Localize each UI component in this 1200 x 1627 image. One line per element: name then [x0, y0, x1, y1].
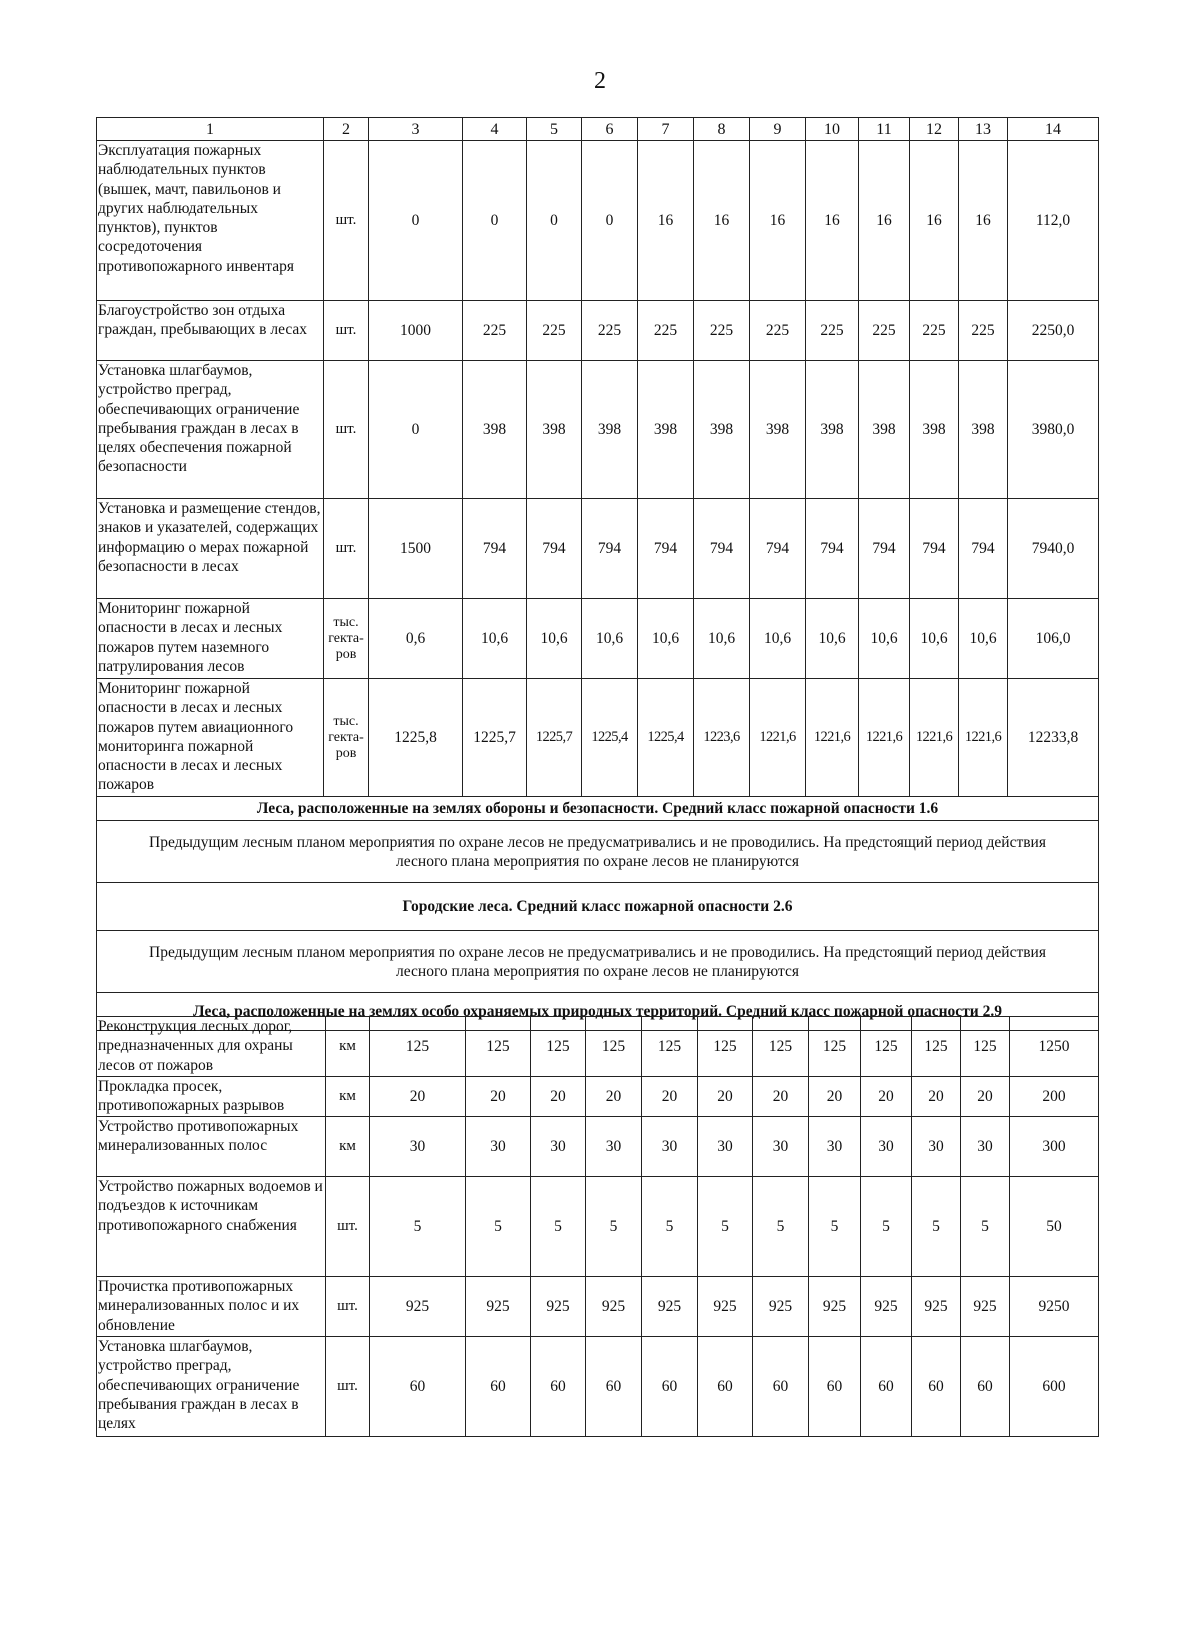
value-cell: 925: [698, 1277, 753, 1337]
value-cell: 225: [750, 301, 806, 361]
total-cell: 50: [1010, 1177, 1099, 1277]
table-row: [97, 599, 1099, 679]
value-cell: 60: [586, 1337, 642, 1437]
header-cell: 7: [638, 118, 694, 141]
value-cell: 0: [369, 141, 463, 301]
value-cell: 20: [809, 1077, 861, 1117]
activity-name: Благоустройство зон отдыха граждан, пребывающих в лесах: [97, 301, 324, 361]
unit-cell: шт.: [324, 141, 369, 301]
section-title-defense: Леса, расположенные на землях обороны и безопасности. Средний класс пожарной опасности 1.6: [97, 797, 1099, 821]
value-cell: 125: [809, 1017, 861, 1077]
value-cell: 5: [912, 1177, 961, 1277]
value-cell: 5: [809, 1177, 861, 1277]
value-cell: 30: [961, 1117, 1010, 1177]
value-cell: 5: [753, 1177, 809, 1277]
value-cell: 125: [531, 1017, 586, 1077]
value-cell: 794: [582, 499, 638, 599]
value-cell: 0: [582, 141, 638, 301]
value-cell: 125: [370, 1017, 466, 1077]
value-cell: 30: [809, 1117, 861, 1177]
total-cell: 12233,8: [1008, 679, 1099, 797]
header-cell: 12: [910, 118, 959, 141]
activity-name: Мониторинг пожарной опасности в лесах и лесных пожаров путем авиационного мониторинга пожарной опасности в лесах и лесных пожаров: [97, 679, 324, 797]
value-cell: 794: [959, 499, 1008, 599]
value-cell: 16: [806, 141, 859, 301]
value-cell: 125: [466, 1017, 531, 1077]
activity-name: Установка и размещение стендов, знаков и указателей, содержащих информацию о мерах пожарной безопасности в лесах: [97, 499, 324, 599]
header-cell: 5: [527, 118, 582, 141]
value-cell: 60: [642, 1337, 698, 1437]
value-cell: 398: [910, 361, 959, 499]
value-cell: 30: [698, 1117, 753, 1177]
value-cell: 1225,8: [369, 679, 463, 797]
value-cell: 925: [809, 1277, 861, 1337]
unit-cell: тыс. гекта-ров: [324, 679, 369, 797]
total-cell: 112,0: [1008, 141, 1099, 301]
value-cell: 794: [527, 499, 582, 599]
activity-name: Установка шлагбаумов, устройство преград, обеспечивающих ограничение пребывания граждан в лесах в целях: [97, 1337, 326, 1437]
header-cell: 9: [750, 118, 806, 141]
value-cell: 16: [638, 141, 694, 301]
value-cell: 794: [750, 499, 806, 599]
unit-cell: км: [326, 1017, 370, 1077]
note-row: [97, 821, 1099, 883]
value-cell: 225: [527, 301, 582, 361]
value-cell: 30: [912, 1117, 961, 1177]
value-cell: 16: [750, 141, 806, 301]
header-cell: 10: [806, 118, 859, 141]
value-cell: 0: [369, 361, 463, 499]
value-cell: 925: [531, 1277, 586, 1337]
value-cell: 10,6: [694, 599, 750, 679]
value-cell: 925: [466, 1277, 531, 1337]
total-cell: 2250,0: [1008, 301, 1099, 361]
value-cell: 398: [694, 361, 750, 499]
value-cell: 60: [370, 1337, 466, 1437]
value-cell: 10,6: [750, 599, 806, 679]
value-cell: 1000: [369, 301, 463, 361]
value-cell: 5: [531, 1177, 586, 1277]
total-cell: 9250: [1010, 1277, 1099, 1337]
value-cell: 225: [463, 301, 527, 361]
forest-protection-table-upper: [96, 117, 1099, 1031]
activity-name: Установка шлагбаумов, устройство преград, обеспечивающих ограничение пребывания граждан в лесах в целях обеспечения пожарной безопасности: [97, 361, 324, 499]
table-row: [97, 301, 1099, 361]
value-cell: 1221,6: [910, 679, 959, 797]
unit-cell: шт.: [324, 301, 369, 361]
total-cell: 200: [1010, 1077, 1099, 1117]
header-cell: 1: [97, 118, 324, 141]
value-cell: 925: [912, 1277, 961, 1337]
value-cell: 398: [638, 361, 694, 499]
value-cell: 16: [859, 141, 910, 301]
section-row: [97, 797, 1099, 821]
value-cell: 225: [582, 301, 638, 361]
value-cell: 10,6: [910, 599, 959, 679]
column-number-row: [97, 118, 1099, 141]
header-cell: 6: [582, 118, 638, 141]
value-cell: 0: [527, 141, 582, 301]
value-cell: 398: [527, 361, 582, 499]
table-row: [97, 1177, 1099, 1277]
total-cell: 3980,0: [1008, 361, 1099, 499]
value-cell: 794: [910, 499, 959, 599]
table-row: [97, 1077, 1099, 1117]
unit-cell: шт.: [326, 1177, 370, 1277]
value-cell: 398: [750, 361, 806, 499]
value-cell: 5: [370, 1177, 466, 1277]
value-cell: 794: [806, 499, 859, 599]
value-cell: 925: [861, 1277, 912, 1337]
value-cell: 60: [466, 1337, 531, 1437]
activity-name: Реконструкция лесных дорог, предназначенных для охраны лесов от пожаров: [97, 1017, 326, 1077]
header-cell: 2: [324, 118, 369, 141]
table-row: [97, 1277, 1099, 1337]
header-cell: 14: [1008, 118, 1099, 141]
activity-name: Эксплуатация пожарных наблюдательных пунктов (вышек, мачт, павильонов и других наблюдательных пунктов), пунктов сосредоточения противопожарного инвентаря: [97, 141, 324, 301]
table-row: [97, 141, 1099, 301]
value-cell: 30: [531, 1117, 586, 1177]
value-cell: 20: [961, 1077, 1010, 1117]
unit-cell: км: [326, 1077, 370, 1117]
value-cell: 60: [961, 1337, 1010, 1437]
value-cell: 1221,6: [859, 679, 910, 797]
value-cell: 1500: [369, 499, 463, 599]
value-cell: 20: [861, 1077, 912, 1117]
activity-name: Мониторинг пожарной опасности в лесах и лесных пожаров путем наземного патрулирования лесов: [97, 599, 324, 679]
value-cell: 10,6: [527, 599, 582, 679]
activity-name: Прочистка противопожарных минерализованных полос и их обновление: [97, 1277, 326, 1337]
value-cell: 398: [582, 361, 638, 499]
value-cell: 225: [638, 301, 694, 361]
value-cell: 1225,4: [582, 679, 638, 797]
forest-protection-table-lower: [96, 1016, 1099, 1437]
value-cell: 0,6: [369, 599, 463, 679]
total-cell: 7940,0: [1008, 499, 1099, 599]
activity-name: Устройство противопожарных минерализованных полос: [97, 1117, 326, 1177]
value-cell: 60: [861, 1337, 912, 1437]
value-cell: 10,6: [806, 599, 859, 679]
unit-cell: шт.: [326, 1337, 370, 1437]
note-urban: Предыдущим лесным планом мероприятия по охране лесов не предусматривались и не проводились. На предстоящий период действия лесного плана мероприятия по охране лесов не планируются: [97, 931, 1099, 993]
unit-cell: тыс. гекта-ров: [324, 599, 369, 679]
value-cell: 125: [586, 1017, 642, 1077]
value-cell: 125: [698, 1017, 753, 1077]
table-row: [97, 1117, 1099, 1177]
value-cell: 10,6: [859, 599, 910, 679]
value-cell: 225: [910, 301, 959, 361]
value-cell: 10,6: [638, 599, 694, 679]
value-cell: 60: [698, 1337, 753, 1437]
value-cell: 60: [753, 1337, 809, 1437]
value-cell: 225: [694, 301, 750, 361]
value-cell: 925: [753, 1277, 809, 1337]
value-cell: 10,6: [959, 599, 1008, 679]
section-row: [97, 883, 1099, 931]
value-cell: 1223,6: [694, 679, 750, 797]
value-cell: 5: [861, 1177, 912, 1277]
value-cell: 10,6: [463, 599, 527, 679]
value-cell: 5: [698, 1177, 753, 1277]
value-cell: 30: [586, 1117, 642, 1177]
value-cell: 398: [859, 361, 910, 499]
table-row: [97, 1017, 1099, 1077]
value-cell: 20: [698, 1077, 753, 1117]
value-cell: 794: [638, 499, 694, 599]
value-cell: 398: [806, 361, 859, 499]
note-row: [97, 931, 1099, 993]
value-cell: 60: [912, 1337, 961, 1437]
value-cell: 5: [961, 1177, 1010, 1277]
value-cell: 1221,6: [750, 679, 806, 797]
value-cell: 125: [861, 1017, 912, 1077]
value-cell: 125: [961, 1017, 1010, 1077]
value-cell: 925: [961, 1277, 1010, 1337]
value-cell: 30: [861, 1117, 912, 1177]
value-cell: 20: [531, 1077, 586, 1117]
value-cell: 925: [642, 1277, 698, 1337]
header-cell: 11: [859, 118, 910, 141]
value-cell: 5: [466, 1177, 531, 1277]
total-cell: 300: [1010, 1117, 1099, 1177]
value-cell: 20: [466, 1077, 531, 1117]
unit-cell: шт.: [324, 361, 369, 499]
page-number: 2: [594, 68, 606, 94]
value-cell: 16: [959, 141, 1008, 301]
unit-cell: шт.: [326, 1277, 370, 1337]
value-cell: 225: [959, 301, 1008, 361]
header-cell: 13: [959, 118, 1008, 141]
value-cell: 1221,6: [959, 679, 1008, 797]
value-cell: 125: [642, 1017, 698, 1077]
value-cell: 794: [859, 499, 910, 599]
value-cell: 16: [910, 141, 959, 301]
value-cell: 20: [586, 1077, 642, 1117]
value-cell: 925: [586, 1277, 642, 1337]
value-cell: 398: [959, 361, 1008, 499]
activity-name: Прокладка просек, противопожарных разрывов: [97, 1077, 326, 1117]
table-row: [97, 361, 1099, 499]
value-cell: 60: [809, 1337, 861, 1437]
value-cell: 925: [370, 1277, 466, 1337]
value-cell: 60: [531, 1337, 586, 1437]
value-cell: 125: [753, 1017, 809, 1077]
value-cell: 5: [586, 1177, 642, 1277]
total-cell: 600: [1010, 1337, 1099, 1437]
value-cell: 0: [463, 141, 527, 301]
value-cell: 10,6: [582, 599, 638, 679]
header-cell: 8: [694, 118, 750, 141]
value-cell: 398: [463, 361, 527, 499]
section-title-protected: Леса, расположенные на землях особо охраняемых природных территорий. Средний класс пожарной опасности 2.9: [97, 993, 1099, 1031]
value-cell: 1221,6: [806, 679, 859, 797]
total-cell: 1250: [1010, 1017, 1099, 1077]
value-cell: 125: [912, 1017, 961, 1077]
value-cell: 30: [370, 1117, 466, 1177]
value-cell: 16: [694, 141, 750, 301]
value-cell: 30: [642, 1117, 698, 1177]
header-cell: 3: [369, 118, 463, 141]
activity-name: Устройство пожарных водоемов и подъездов к источникам противопожарного снабжения: [97, 1177, 326, 1277]
table-row: [97, 679, 1099, 797]
value-cell: 20: [753, 1077, 809, 1117]
value-cell: 20: [642, 1077, 698, 1117]
value-cell: 1225,7: [463, 679, 527, 797]
value-cell: 5: [642, 1177, 698, 1277]
unit-cell: шт.: [324, 499, 369, 599]
value-cell: 794: [463, 499, 527, 599]
value-cell: 1225,7: [527, 679, 582, 797]
header-cell: 4: [463, 118, 527, 141]
value-cell: 20: [912, 1077, 961, 1117]
table-row: [97, 1337, 1099, 1437]
value-cell: 794: [694, 499, 750, 599]
section-title-urban: Городские леса. Средний класс пожарной опасности 2.6: [97, 883, 1099, 931]
value-cell: 30: [466, 1117, 531, 1177]
value-cell: 30: [753, 1117, 809, 1177]
unit-cell: км: [326, 1117, 370, 1177]
table-row: [97, 499, 1099, 599]
value-cell: 1225,4: [638, 679, 694, 797]
total-cell: 106,0: [1008, 599, 1099, 679]
value-cell: 225: [806, 301, 859, 361]
note-defense: Предыдущим лесным планом мероприятия по охране лесов не предусматривались и не проводились. На предстоящий период действия лесного плана мероприятия по охране лесов не планируются: [97, 821, 1099, 883]
value-cell: 225: [859, 301, 910, 361]
value-cell: 20: [370, 1077, 466, 1117]
